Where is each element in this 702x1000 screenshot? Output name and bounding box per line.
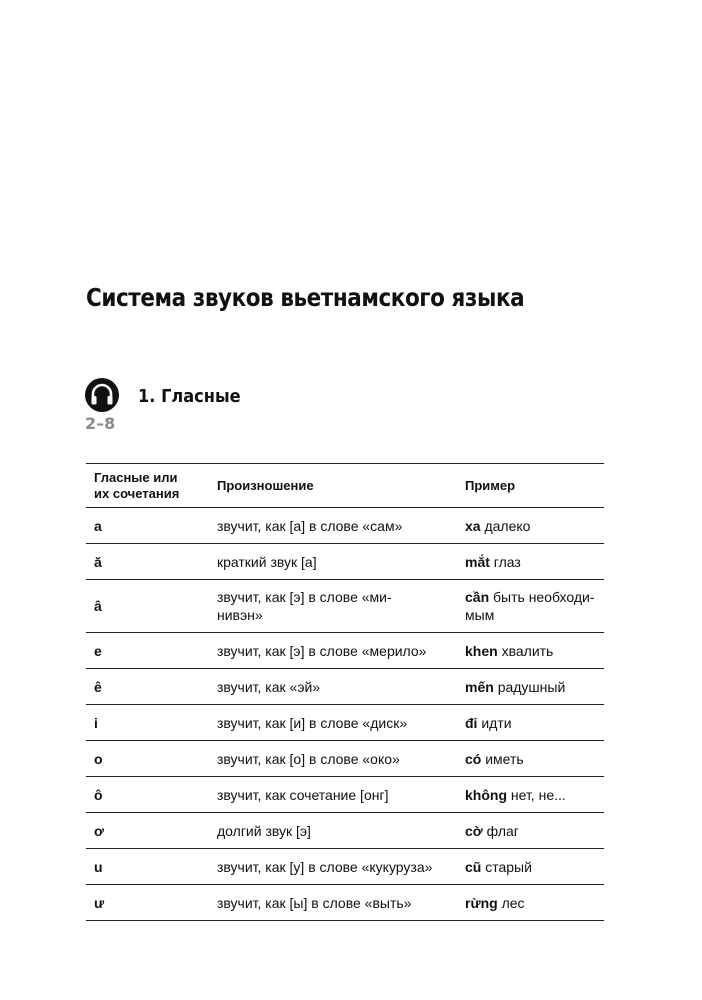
header-example: Пример bbox=[453, 464, 604, 508]
example-translation: хвалить bbox=[501, 642, 554, 659]
table-row bbox=[86, 705, 604, 741]
pronunciation-text: звучит, как [а] в слове «сам» bbox=[217, 517, 403, 534]
example-translation: далеко bbox=[484, 517, 531, 534]
example-translation: иметь bbox=[485, 750, 524, 767]
example-translation: быть необходи- bbox=[493, 589, 595, 605]
table-row bbox=[86, 777, 604, 813]
table-row bbox=[86, 849, 604, 885]
vowel-letter: i bbox=[94, 714, 98, 731]
header-pronunciation: Произношение bbox=[205, 464, 453, 508]
example-word: cờ bbox=[465, 822, 483, 839]
example-translation: глаз bbox=[493, 553, 521, 570]
table-row bbox=[86, 544, 604, 580]
vowel-letter: ư bbox=[94, 894, 105, 911]
example-word: rừng bbox=[465, 894, 498, 911]
example-translation: флаг bbox=[486, 822, 519, 839]
table-row bbox=[86, 669, 604, 705]
page-title: Система звуков вьетнамского языка bbox=[86, 283, 525, 312]
headphones-icon bbox=[84, 377, 120, 413]
pronunciation-text: звучит, как [э] в слове «ми- bbox=[217, 589, 392, 605]
header-vowel: Гласные или их сочетания bbox=[86, 464, 205, 508]
vowel-letter: e bbox=[94, 642, 102, 659]
pronunciation-text: звучит, как [э] в слове «мерило» bbox=[217, 642, 427, 659]
pronunciation-text: звучит, как «эй» bbox=[217, 678, 321, 695]
example-word: đi bbox=[465, 714, 478, 731]
pronunciation-text: звучит, как [у] в слове «кукуруза» bbox=[217, 858, 433, 875]
example-word: khen bbox=[465, 642, 498, 659]
table-row bbox=[86, 885, 604, 921]
pronunciation-text: краткий звук [а] bbox=[217, 553, 317, 570]
vowel-letter: a bbox=[94, 517, 102, 534]
vowel-letter: â bbox=[94, 598, 102, 614]
example-word: mắt bbox=[465, 553, 490, 570]
example-translation-cont: мым bbox=[465, 607, 495, 623]
pronunciation-text: звучит, как [о] в слове «око» bbox=[217, 750, 400, 767]
example-translation: нет, не... bbox=[510, 786, 566, 803]
example-word: cũ bbox=[465, 858, 482, 875]
table-header-row bbox=[86, 464, 604, 508]
vowel-letter: ô bbox=[94, 786, 103, 803]
pronunciation-text: звучит, как [и] в слове «диск» bbox=[217, 714, 408, 731]
pronunciation-text-cont: нивэн» bbox=[217, 607, 263, 623]
section-title: 1. Гласные bbox=[138, 386, 241, 407]
audio-track-range: 2–8 bbox=[85, 414, 116, 433]
table-row bbox=[86, 633, 604, 669]
example-word: mến bbox=[465, 678, 494, 695]
pronunciation-text: звучит, как [ы] в слове «выть» bbox=[217, 894, 412, 911]
table-row bbox=[86, 508, 604, 544]
pronunciation-text: долгий звук [э] bbox=[217, 822, 311, 839]
example-translation: идти bbox=[481, 714, 512, 731]
example-translation: радушный bbox=[497, 678, 566, 695]
table-row bbox=[86, 741, 604, 777]
example-word: xa bbox=[465, 517, 481, 534]
example-translation: лес bbox=[501, 894, 525, 911]
vowel-letter: ê bbox=[94, 678, 102, 695]
example-translation: старый bbox=[485, 858, 532, 875]
pronunciation-text: звучит, как сочетание [онг] bbox=[217, 786, 389, 803]
example-word: không bbox=[465, 786, 507, 803]
vowel-letter: u bbox=[94, 858, 103, 875]
table-row bbox=[86, 813, 604, 849]
example-word: cần bbox=[465, 589, 490, 605]
vowel-letter: ă bbox=[94, 553, 102, 570]
example-word: có bbox=[465, 750, 482, 767]
table-row bbox=[86, 580, 604, 633]
vowel-letter: ơ bbox=[94, 822, 104, 839]
vowels-table bbox=[86, 463, 604, 921]
vowel-letter: o bbox=[94, 750, 103, 767]
